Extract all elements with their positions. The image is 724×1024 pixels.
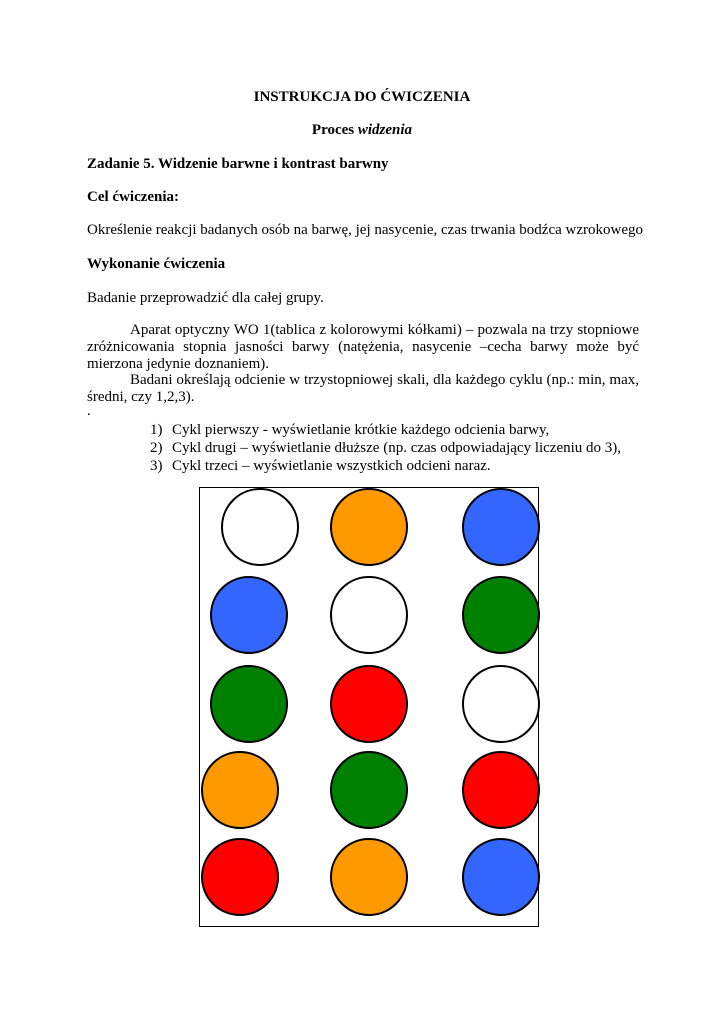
white-circle (330, 576, 408, 654)
blue-circle (210, 576, 288, 654)
list-item (150, 439, 621, 457)
list-item-text: Cykl trzeci – wyświetlanie wszystkich odcieni naraz. (172, 458, 491, 474)
stray-dot: . (87, 403, 91, 419)
list-item-text: Cykl drugi – wyświetlanie dłuższe (np. czas odpowiadający liczeniu do 3), (172, 440, 622, 456)
red-circle (330, 665, 408, 743)
blue-circle (462, 838, 540, 916)
list-item (150, 457, 621, 475)
paragraph-apparatus: Aparat optyczny WO 1(tablica z kolorowymi kółkami) – pozwala na trzy stopniowe zróżnicowania stopnia jasności barwy (natężenia, nasycenie –cecha barwy może być mierzona jedynie doznaniem). (87, 322, 639, 372)
orange-circle (201, 751, 279, 829)
blue-circle (462, 488, 540, 566)
subtitle-prefix: Proces (311, 122, 358, 138)
list-item-text: Cykl pierwszy - wyświetlanie krótkie każdego odcienia barwy, (172, 422, 550, 438)
subtitle-emphasis: widzenia (357, 122, 413, 138)
document-subtitle (0, 121, 724, 139)
procedure-heading: Wykonanie ćwiczenia (87, 256, 226, 272)
red-circle (201, 838, 279, 916)
white-circle (462, 665, 540, 743)
white-circle (221, 488, 299, 566)
green-circle (210, 665, 288, 743)
green-circle (330, 751, 408, 829)
list-item-number: 2) (150, 440, 163, 456)
orange-circle (330, 488, 408, 566)
task-heading: Zadanie 5. Widzenie barwne i kontrast barwny (87, 156, 389, 172)
green-circle (462, 576, 540, 654)
orange-circle (330, 838, 408, 916)
list-item (150, 421, 621, 439)
goal-heading: Cel ćwiczenia: (87, 189, 180, 205)
goal-text: Określenie reakcji badanych osób na barwę, jej nasycenie, czas trwania bodźca wzrokowego (87, 222, 644, 238)
list-item-number: 1) (150, 422, 163, 438)
document-title: INSTRUKCJA DO ĆWICZENIA (253, 89, 471, 105)
red-circle (462, 751, 540, 829)
list-item-number: 3) (150, 458, 163, 474)
cycle-list (150, 421, 621, 475)
paragraph-scale: Badani określają odcienie w trzystopniowej skali, dla każdego cyklu (np.: min, max, średni, czy 1,2,3). (87, 372, 639, 405)
color-circle-board (199, 487, 539, 927)
procedure-intro: Badanie przeprowadzić dla całej grupy. (87, 290, 324, 306)
